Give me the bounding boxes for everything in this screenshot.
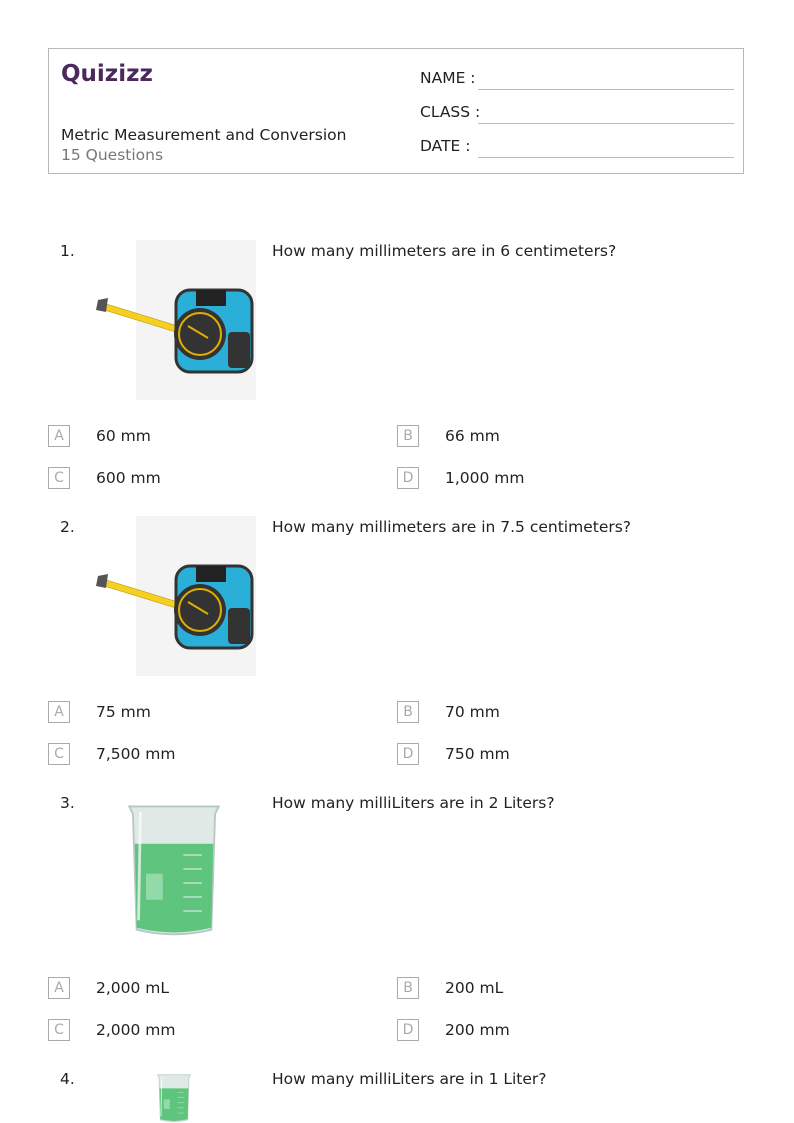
option-d-text[interactable]: 750 mm [445,745,510,763]
option-b-text[interactable]: 200 mL [445,979,504,997]
option-c-box[interactable]: C [48,743,70,765]
class-line[interactable] [478,123,734,124]
option-a-text[interactable]: 75 mm [96,703,151,721]
option-d-box[interactable]: D [397,467,419,489]
option-c-box[interactable]: C [48,1019,70,1041]
date-label: DATE : [420,137,471,155]
option-a-text[interactable]: 2,000 mL [96,979,170,997]
option-a-box[interactable]: A [48,701,70,723]
tape-measure-image [96,240,256,400]
beaker-image [118,1072,230,1123]
question-number: 2. [60,518,75,536]
option-b-box[interactable]: B [397,701,419,723]
question-number: 4. [60,1070,75,1088]
question-number: 1. [60,242,75,260]
question-text: How many millimeters are in 6 centimeters? [272,242,617,260]
option-b-text[interactable]: 66 mm [445,427,500,445]
worksheet-header [48,48,744,174]
name-line[interactable] [478,89,734,90]
option-d-text[interactable]: 200 mm [445,1021,510,1039]
worksheet-title: Metric Measurement and Conversion [61,126,347,144]
date-line[interactable] [478,157,734,158]
option-a-text[interactable]: 60 mm [96,427,151,445]
name-label: NAME : [420,69,476,87]
option-a-box[interactable]: A [48,425,70,447]
option-c-box[interactable]: C [48,467,70,489]
tape-measure-image [96,516,256,676]
question-count: 15 Questions [61,146,164,164]
option-b-text[interactable]: 70 mm [445,703,500,721]
question-number: 3. [60,794,75,812]
option-a-box[interactable]: A [48,977,70,999]
beaker-image [118,796,230,942]
option-d-box[interactable]: D [397,1019,419,1041]
question-text: How many milliLiters are in 1 Liter? [272,1070,547,1088]
option-c-text[interactable]: 7,500 mm [96,745,176,763]
question-text: How many millimeters are in 7.5 centimeters? [272,518,632,536]
option-d-text[interactable]: 1,000 mm [445,469,525,487]
option-d-box[interactable]: D [397,743,419,765]
option-c-text[interactable]: 600 mm [96,469,161,487]
option-b-box[interactable]: B [397,977,419,999]
class-label: CLASS : [420,103,481,121]
option-b-box[interactable]: B [397,425,419,447]
question-text: How many milliLiters are in 2 Liters? [272,794,555,812]
option-c-text[interactable]: 2,000 mm [96,1021,176,1039]
quizizz-logo: Quizizz [61,61,153,87]
